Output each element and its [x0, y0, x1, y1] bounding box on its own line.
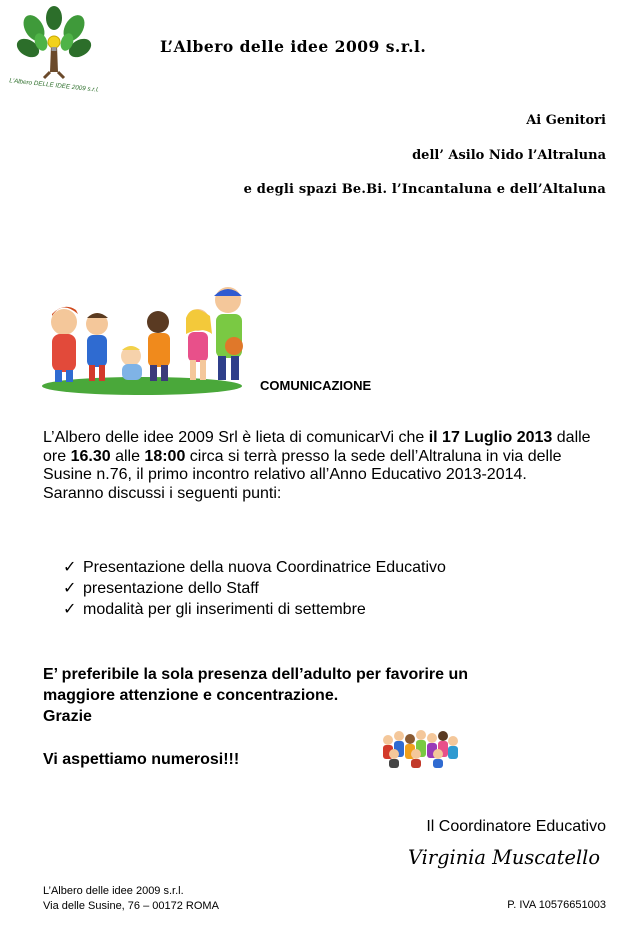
footer-company-name: L’Albero delle idee 2009 s.r.l. — [43, 885, 184, 897]
to-text: alle — [110, 447, 145, 465]
details-text: circa si terrà presso la sede dell’Altraluna in via delle Susine n.76, il primo incontro relativo all’Anno Educativo 2013-2014. — [43, 447, 562, 483]
company-logo — [8, 6, 100, 94]
check-icon: ✓ — [63, 601, 77, 618]
note-line-1: E’ preferibile la sola presenza dell’adulto per favorire un — [43, 666, 469, 683]
footer-vat-number: P. IVA 10576651003 — [507, 899, 606, 911]
check-icon: ✓ — [63, 559, 77, 576]
closing-text: Vi aspettiamo numerosi!!! — [43, 751, 240, 768]
announcement-paragraph — [43, 429, 603, 503]
note-paragraph — [43, 664, 603, 727]
crowd-illustration — [380, 724, 460, 770]
children-clipart-icon — [42, 238, 254, 396]
footer-company — [43, 884, 219, 914]
list-item — [63, 578, 446, 599]
thanks-text: Grazie — [43, 708, 92, 725]
start-time: 16.30 — [70, 447, 111, 465]
footer-address: Via delle Susine, 76 – 00172 ROMA — [43, 900, 219, 912]
check-icon: ✓ — [63, 580, 77, 597]
list-item — [63, 599, 446, 620]
communication-heading: COMUNICAZIONE — [260, 378, 372, 393]
company-title: L’Albero delle idee 2009 s.r.l. — [160, 37, 427, 56]
meeting-date: il 17 Luglio 2013 — [428, 429, 553, 446]
intro-text: L’Albero delle idee 2009 Srl è lieta di comunicarVi che — [43, 429, 429, 446]
agenda-item-label: Presentazione della nuova Coordinatrice Educativo — [83, 559, 446, 576]
points-intro: Saranno discussi i seguenti punti: — [43, 484, 282, 502]
agenda-list — [63, 557, 446, 620]
addressee-line-2: dell’ Asilo Nido l’Altraluna — [412, 148, 606, 163]
agenda-item-label: presentazione dello Staff — [83, 580, 259, 597]
note-line-2: maggiore attenzione e concentrazione. — [43, 687, 339, 704]
svg-text:L'Albero DELLE IDEE 2009 s.r.l: L'Albero DELLE IDEE 2009 s.r.l. — [8, 77, 100, 94]
children-illustration — [42, 238, 254, 396]
tree-logo-icon — [8, 6, 100, 94]
crowd-clipart-icon — [380, 724, 460, 770]
agenda-item-label: modalità per gli inserimenti di settembre — [83, 601, 366, 618]
handwritten-signature-icon — [408, 836, 608, 876]
from-text: dalle ore — [43, 429, 591, 465]
list-item — [63, 557, 446, 578]
end-time: 18:00 — [144, 447, 186, 465]
signatory-title: Il Coordinatore Educativo — [426, 818, 606, 835]
addressee-line-1: Ai Genitori — [526, 113, 606, 128]
addressee-line-3: e degli spazi Be.Bi. l’Incantaluna e dell’Altaluna — [243, 182, 606, 197]
svg-text:Virginia Muscatello: Virginia Muscatello — [408, 845, 600, 869]
signature-image — [408, 836, 608, 876]
